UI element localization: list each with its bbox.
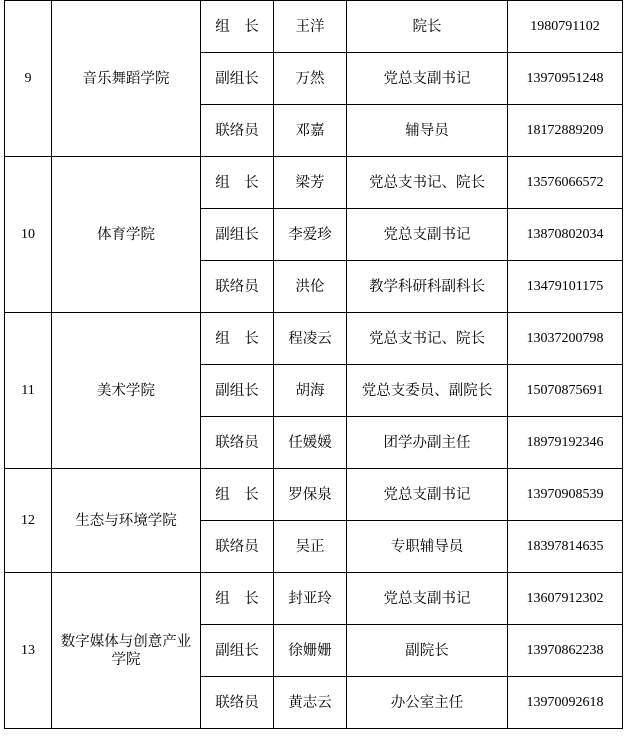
role-cell: 组 长 xyxy=(201,573,274,625)
role-cell: 组 长 xyxy=(201,157,274,209)
member-name-cell: 梁芳 xyxy=(274,157,347,209)
phone-cell: 13970908539 xyxy=(508,469,623,521)
member-name-cell: 吴正 xyxy=(274,521,347,573)
table-row xyxy=(5,1,623,53)
position-cell: 团学办副主任 xyxy=(347,417,508,469)
member-name-cell: 万然 xyxy=(274,53,347,105)
position-cell: 党总支副书记 xyxy=(347,573,508,625)
position-cell: 党总支副书记 xyxy=(347,469,508,521)
role-cell: 副组长 xyxy=(201,209,274,261)
position-cell: 党总支副书记 xyxy=(347,209,508,261)
phone-cell: 13576066572 xyxy=(508,157,623,209)
member-name-cell: 洪伦 xyxy=(274,261,347,313)
position-cell: 党总支书记、院长 xyxy=(347,313,508,365)
position-cell: 院长 xyxy=(347,1,508,53)
position-cell: 辅导员 xyxy=(347,105,508,157)
position-cell: 教学科研科副科长 xyxy=(347,261,508,313)
table-row xyxy=(5,157,623,209)
member-name-cell: 程凌云 xyxy=(274,313,347,365)
group-number-cell: 11 xyxy=(5,313,52,469)
phone-cell: 13479101175 xyxy=(508,261,623,313)
role-cell: 副组长 xyxy=(201,53,274,105)
phone-cell: 13870802034 xyxy=(508,209,623,261)
position-cell: 副院长 xyxy=(347,625,508,677)
table-row xyxy=(5,573,623,625)
position-cell: 党总支副书记 xyxy=(347,53,508,105)
table-row xyxy=(5,313,623,365)
position-cell: 党总支书记、院长 xyxy=(347,157,508,209)
phone-cell: 13970862238 xyxy=(508,625,623,677)
phone-cell: 13037200798 xyxy=(508,313,623,365)
college-name-cell: 体育学院 xyxy=(52,157,201,313)
member-name-cell: 罗保泉 xyxy=(274,469,347,521)
role-cell: 联络员 xyxy=(201,677,274,729)
member-name-cell: 邓嘉 xyxy=(274,105,347,157)
phone-cell: 13970092618 xyxy=(508,677,623,729)
college-name-cell: 数字媒体与创意产业学院 xyxy=(52,573,201,729)
phone-cell: 13607912302 xyxy=(508,573,623,625)
role-cell: 组 长 xyxy=(201,469,274,521)
member-name-cell: 封亚玲 xyxy=(274,573,347,625)
phone-cell: 15070875691 xyxy=(508,365,623,417)
role-cell: 联络员 xyxy=(201,521,274,573)
phone-cell: 18979192346 xyxy=(508,417,623,469)
member-name-cell: 黄志云 xyxy=(274,677,347,729)
group-number-cell: 9 xyxy=(5,1,52,157)
contact-roster-table xyxy=(4,0,623,729)
phone-cell: 18397814635 xyxy=(508,521,623,573)
group-number-cell: 13 xyxy=(5,573,52,729)
role-cell: 联络员 xyxy=(201,417,274,469)
member-name-cell: 李爱珍 xyxy=(274,209,347,261)
phone-cell: 1980791102 xyxy=(508,1,623,53)
member-name-cell: 徐姗姗 xyxy=(274,625,347,677)
position-cell: 专职辅导员 xyxy=(347,521,508,573)
group-number-cell: 12 xyxy=(5,469,52,573)
roster-body xyxy=(5,1,623,729)
table-row xyxy=(5,469,623,521)
phone-cell: 13970951248 xyxy=(508,53,623,105)
member-name-cell: 胡海 xyxy=(274,365,347,417)
member-name-cell: 王洋 xyxy=(274,1,347,53)
role-cell: 副组长 xyxy=(201,625,274,677)
role-cell: 副组长 xyxy=(201,365,274,417)
role-cell: 组 长 xyxy=(201,313,274,365)
college-name-cell: 音乐舞蹈学院 xyxy=(52,1,201,157)
member-name-cell: 任媛媛 xyxy=(274,417,347,469)
phone-cell: 18172889209 xyxy=(508,105,623,157)
college-name-cell: 美术学院 xyxy=(52,313,201,469)
position-cell: 办公室主任 xyxy=(347,677,508,729)
group-number-cell: 10 xyxy=(5,157,52,313)
role-cell: 联络员 xyxy=(201,105,274,157)
role-cell: 组 长 xyxy=(201,1,274,53)
position-cell: 党总支委员、副院长 xyxy=(347,365,508,417)
college-name-cell: 生态与环境学院 xyxy=(52,469,201,573)
role-cell: 联络员 xyxy=(201,261,274,313)
